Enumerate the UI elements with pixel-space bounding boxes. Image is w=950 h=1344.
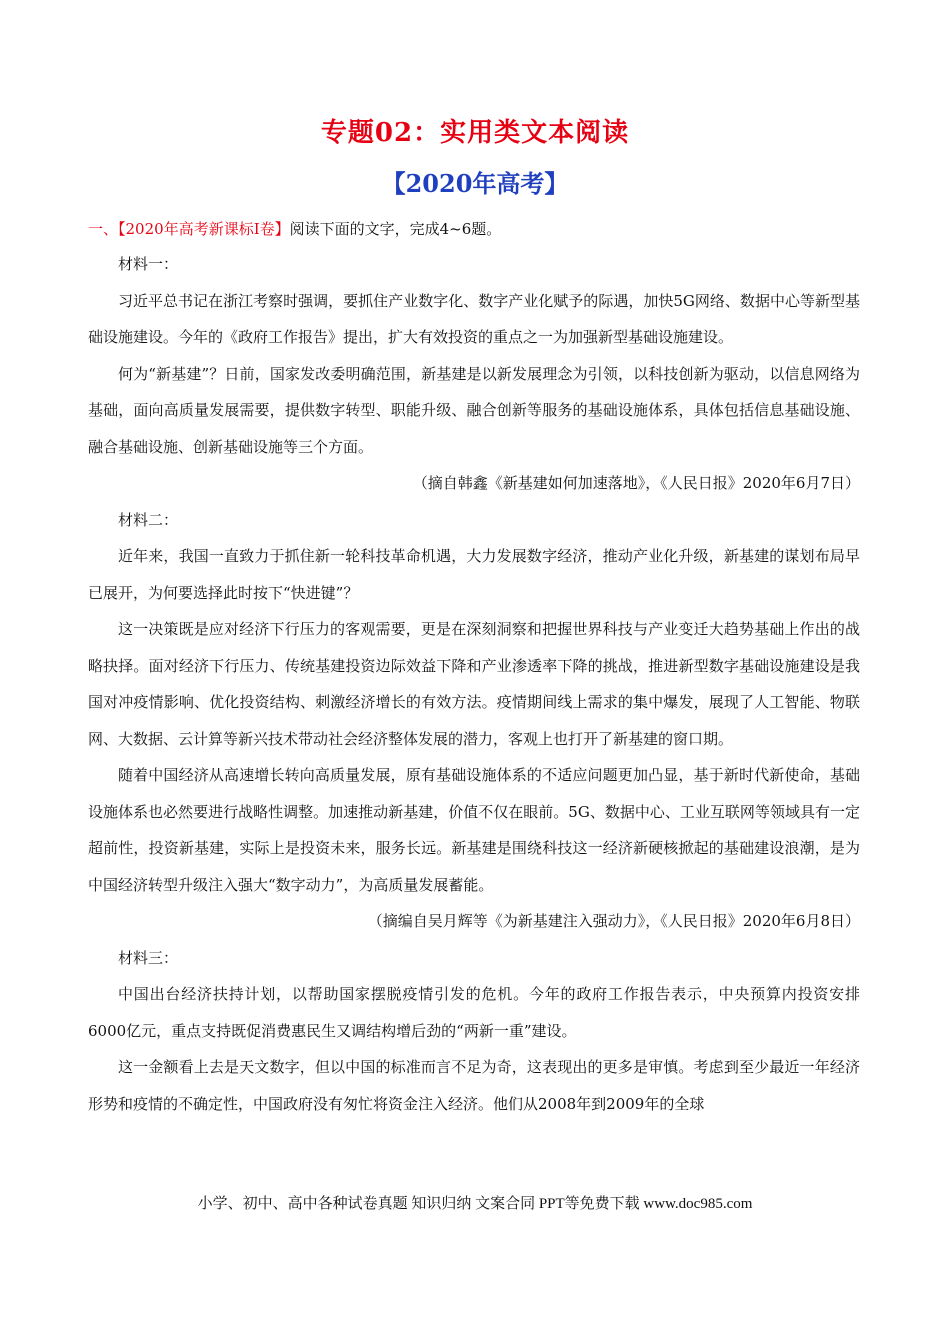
article-body <box>88 246 860 1122</box>
question-heading <box>88 218 501 239</box>
paragraph: 近年来，我国一直致力于抓住新一轮科技革命机遇，大力发展数字经济，推动产业化升级，新基建的谋划布局早已展开，为何要选择此时按下“快进键”？ <box>88 547 860 602</box>
paragraph: 中国出台经济扶持计划，以帮助国家摆脱疫情引发的危机。今年的政府工作报告表示，中央预算内投资安排6000亿元，重点支持既促消费惠民生又调结构增后劲的“两新一重”建设。 <box>88 985 860 1040</box>
source-citation: （摘自韩鑫《新基建如何加速落地》，《人民日报》2020年6月7日） <box>412 474 860 492</box>
paragraph: 这一决策既是应对经济下行压力的客观需要，更是在深刻洞察和把握世界科技与产业变迁大趋势基础上作出的战略抉择。面对经济下行压力、传统基建投资边际效益下降和产业渗透率下降的挑战，推进新型数字基础设施建设是我国对冲疫情影响、优化投资结构、刺激经济增长的有效方法。疫情期间线上需求的集中爆发，展现了人工智能、物联网、大数据、云计算等新兴技术带动社会经济整体发展的潜力，客观上也打开了新基建的窗口期。 <box>88 620 860 748</box>
page-subtitle: 【2020年高考】 <box>381 169 569 198</box>
question-instruction: 阅读下面的文字，完成4~6题。 <box>289 220 502 238</box>
paragraph: 这一金额看上去是天文数字，但以中国的标准而言不足为奇，这表现出的更多是审慎。考虑到至少最近一年经济形势和疫情的不确定性，中国政府没有匆忙将资金注入经济。他们从2008年到2009年的全球 <box>88 1058 860 1113</box>
page-footer: 小学、初中、高中各种试卷真题 知识归纳 文案合同 PPT等免费下载 www.doc985.com <box>197 1196 753 1212</box>
page-title: 专题02：实用类文本阅读 <box>320 118 630 148</box>
question-source: 【2020年高考新课标Ⅰ卷】 <box>118 220 290 238</box>
source-citation: （摘编自吴月辉等《为新基建注入强动力》，《人民日报》2020年6月8日） <box>367 912 860 930</box>
material-one-label: 材料一： <box>118 255 179 273</box>
question-number: 一、 <box>88 220 119 238</box>
paragraph: 何为“新基建”？日前，国家发改委明确范围，新基建是以新发展理念为引领，以科技创新为驱动，以信息网络为基础，面向高质量发展需要，提供数字转型、职能升级、融合创新等服务的基础设施体系，具体包括信息基础设施、融合基础设施、创新基础设施等三个方面。 <box>88 364 860 456</box>
paragraph: 习近平总书记在浙江考察时强调，要抓住产业数字化、数字产业化赋予的际遇，加快5G网络、数据中心等新型基础设施建设。今年的《政府工作报告》提出，扩大有效投资的重点之一为加强新型基础设施建设。 <box>88 291 860 346</box>
material-three-label: 材料三： <box>118 948 179 967</box>
material-two-label: 材料二： <box>118 510 179 529</box>
paragraph: 随着中国经济从高速增长转向高质量发展，原有基础设施体系的不适应问题更加凸显，基于新时代新使命，基础设施体系也必然要进行战略性调整。加速推动新基建，价值不仅在眼前。5G、数据中心、工业互联网等领域具有一定超前性，投资新基建，实际上是投资未来，服务长远。新基建是围绕科技这一经济新硬核掀起的基础建设浪潮，是为中国经济转型升级注入强大“数字动力”，为高质量发展蓄能。 <box>88 766 860 894</box>
